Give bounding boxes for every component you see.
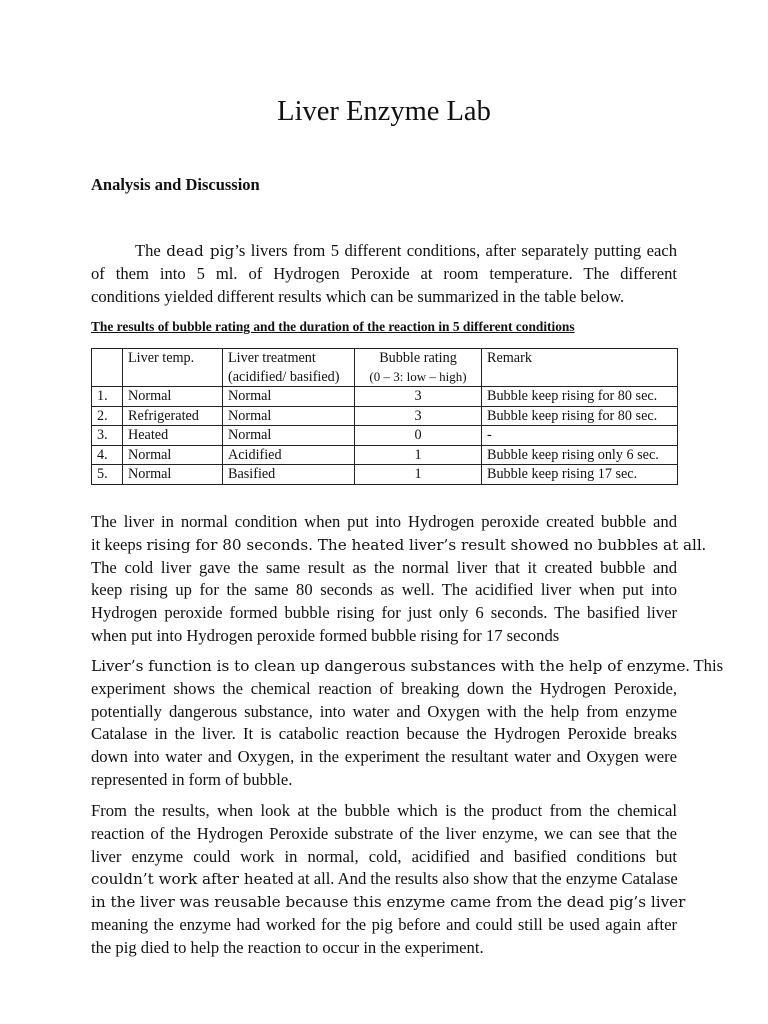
text-segment: . This bbox=[685, 656, 724, 675]
bubble-rating-cell: 3 bbox=[355, 387, 482, 407]
remark-cell: Bubble keep rising only 6 sec. bbox=[482, 445, 678, 465]
liver-treatment-cell: Basified bbox=[223, 465, 355, 485]
liver-temp-cell: Normal bbox=[123, 465, 223, 485]
row-number: 5. bbox=[92, 465, 123, 485]
paragraph-line bbox=[91, 723, 677, 746]
paragraph-line bbox=[91, 240, 677, 263]
text-segment: keep rising up for the same 80 seconds as well. The acidified liver when put into bbox=[91, 580, 677, 600]
paragraph-line bbox=[91, 655, 724, 678]
paragraph-line bbox=[91, 625, 677, 648]
bubble-rating-cell: 3 bbox=[355, 406, 482, 426]
header-liver-treatment-label: Liver treatment bbox=[228, 350, 316, 366]
intro-paragraph bbox=[91, 240, 677, 308]
row-number: 3. bbox=[92, 426, 123, 446]
paragraph-line bbox=[91, 263, 677, 286]
discussion-paragraph-1 bbox=[91, 511, 706, 648]
text-segment: it keeps bbox=[91, 534, 147, 554]
paragraph-line bbox=[91, 914, 677, 937]
table-header-row bbox=[92, 349, 678, 387]
page-title: Liver Enzyme Lab bbox=[277, 96, 491, 127]
liver-temp-cell: Heated bbox=[123, 426, 223, 446]
paragraph-line bbox=[91, 286, 677, 309]
text-segment: meaning the enzyme had worked for the pig before and could still be used again after bbox=[91, 914, 677, 934]
emphasized-text: couldn’t work after heat bbox=[91, 870, 278, 889]
paragraph-line bbox=[91, 769, 677, 792]
text-segment: reaction of the Hydrogen Peroxide substrate of the liver enzyme, we can see that the bbox=[91, 823, 677, 843]
text-segment: The bbox=[135, 241, 167, 260]
text-segment: From the results, when look at the bubble which is the product from the chemical bbox=[91, 801, 677, 820]
text-segment: down into water and Oxygen, in the experiment the resultant water and Oxygen were bbox=[91, 747, 677, 767]
paragraph-line bbox=[91, 678, 677, 701]
text-segment: . bbox=[701, 534, 706, 554]
header-number-cell bbox=[92, 349, 123, 387]
paragraph-line bbox=[91, 800, 677, 823]
remark-cell: Bubble keep rising 17 sec. bbox=[482, 465, 678, 485]
paragraph-line bbox=[91, 937, 677, 960]
bubble-rating-cell: 0 bbox=[355, 426, 482, 446]
results-table bbox=[91, 348, 678, 485]
liver-temp-cell: Normal bbox=[123, 445, 223, 465]
liver-temp-cell: Refrigerated bbox=[123, 406, 223, 426]
discussion-paragraph-3 bbox=[91, 800, 686, 960]
paragraph-line bbox=[91, 701, 677, 724]
header-bubble-rating-label: Bubble rating bbox=[379, 350, 457, 366]
paragraph-line bbox=[91, 823, 677, 846]
table-row bbox=[92, 445, 678, 465]
text-segment: The cold liver gave the same result as the normal liver that it created bubble and bbox=[91, 557, 677, 577]
liver-temp-cell: Normal bbox=[123, 387, 223, 407]
table-row bbox=[92, 406, 678, 426]
paragraph-line bbox=[91, 891, 686, 914]
bubble-rating-cell: 1 bbox=[355, 465, 482, 485]
table-row bbox=[92, 387, 678, 407]
header-bubble-rating-sub: (0 – 3: low – high) bbox=[369, 368, 467, 384]
paragraph-line bbox=[91, 534, 706, 557]
discussion-paragraph-2 bbox=[91, 655, 724, 792]
paragraph-line bbox=[91, 511, 677, 534]
text-segment: when put into Hydrogen peroxide formed bubble rising for 17 seconds bbox=[91, 625, 560, 645]
text-segment: ed at all. And the results also show that the enzyme Catalase bbox=[277, 869, 678, 889]
row-number: 4. bbox=[92, 445, 123, 465]
liver-treatment-cell: Acidified bbox=[223, 445, 355, 465]
paragraph-line bbox=[91, 868, 677, 891]
text-segment: conditions yielded different results which can be summarized in the table below. bbox=[91, 286, 625, 306]
text-segment: of them into 5 ml. of Hydrogen Peroxide at room temperature. The different bbox=[91, 263, 677, 283]
row-number: 2. bbox=[92, 406, 123, 426]
bubble-rating-cell: 1 bbox=[355, 445, 482, 465]
remark-cell: Bubble keep rising for 80 sec. bbox=[482, 406, 678, 426]
text-segment: Hydrogen peroxide formed bubble rising for just only 6 seconds. The basified liver bbox=[91, 603, 677, 623]
text-segment: Catalase in the liver. It is catabolic reaction because the Hydrogen Peroxide breaks bbox=[91, 724, 677, 744]
emphasized-text: Liver’s function is to clean up dangerous substances with the help of enzyme bbox=[91, 657, 686, 675]
section-heading: Analysis and Discussion bbox=[91, 175, 260, 194]
header-remark: Remark bbox=[482, 349, 678, 387]
emphasized-text: dead pig bbox=[166, 242, 235, 260]
header-liver-temp: Liver temp. bbox=[123, 349, 223, 387]
emphasized-text: in the liver was reusable because this enzyme came from the dead pig’s liver bbox=[91, 893, 686, 912]
emphasized-text: rising for 80 seconds. The heated liver’s result showed no bubbles at all bbox=[146, 535, 702, 554]
paragraph-line bbox=[91, 602, 677, 625]
remark-cell: - bbox=[482, 426, 678, 446]
remark-cell: Bubble keep rising for 80 sec. bbox=[482, 387, 678, 407]
liver-treatment-cell: Normal bbox=[223, 406, 355, 426]
header-liver-treatment-sub: (acidified/ basified) bbox=[228, 368, 340, 385]
row-number: 1. bbox=[92, 387, 123, 407]
paragraph-line bbox=[91, 579, 677, 602]
text-segment: represented in form of bubble. bbox=[91, 769, 293, 789]
table-caption: The results of bubble rating and the duration of the reaction in 5 different conditions bbox=[91, 319, 575, 334]
text-segment: liver enzyme could work in normal, cold, acidified and basified conditions but bbox=[91, 846, 677, 866]
header-liver-treatment bbox=[223, 349, 355, 387]
table-row bbox=[92, 426, 678, 446]
paragraph-line bbox=[91, 746, 677, 769]
text-segment: the pig died to help the reaction to occur in the experiment. bbox=[91, 937, 484, 957]
header-bubble-rating bbox=[355, 349, 482, 387]
table-row bbox=[92, 465, 678, 485]
text-segment: potentially dangerous substance, into water and Oxygen with the help from enzyme bbox=[91, 701, 677, 721]
text-segment: ’s livers from 5 different conditions, after separately putting each bbox=[234, 241, 677, 260]
text-segment: experiment shows the chemical reaction of breaking down the Hydrogen Peroxide, bbox=[91, 678, 677, 698]
paragraph-line bbox=[91, 846, 677, 869]
liver-treatment-cell: Normal bbox=[223, 426, 355, 446]
liver-treatment-cell: Normal bbox=[223, 387, 355, 407]
text-segment: The liver in normal condition when put into Hydrogen peroxide created bubble and bbox=[91, 512, 677, 531]
paragraph-line bbox=[91, 557, 677, 580]
